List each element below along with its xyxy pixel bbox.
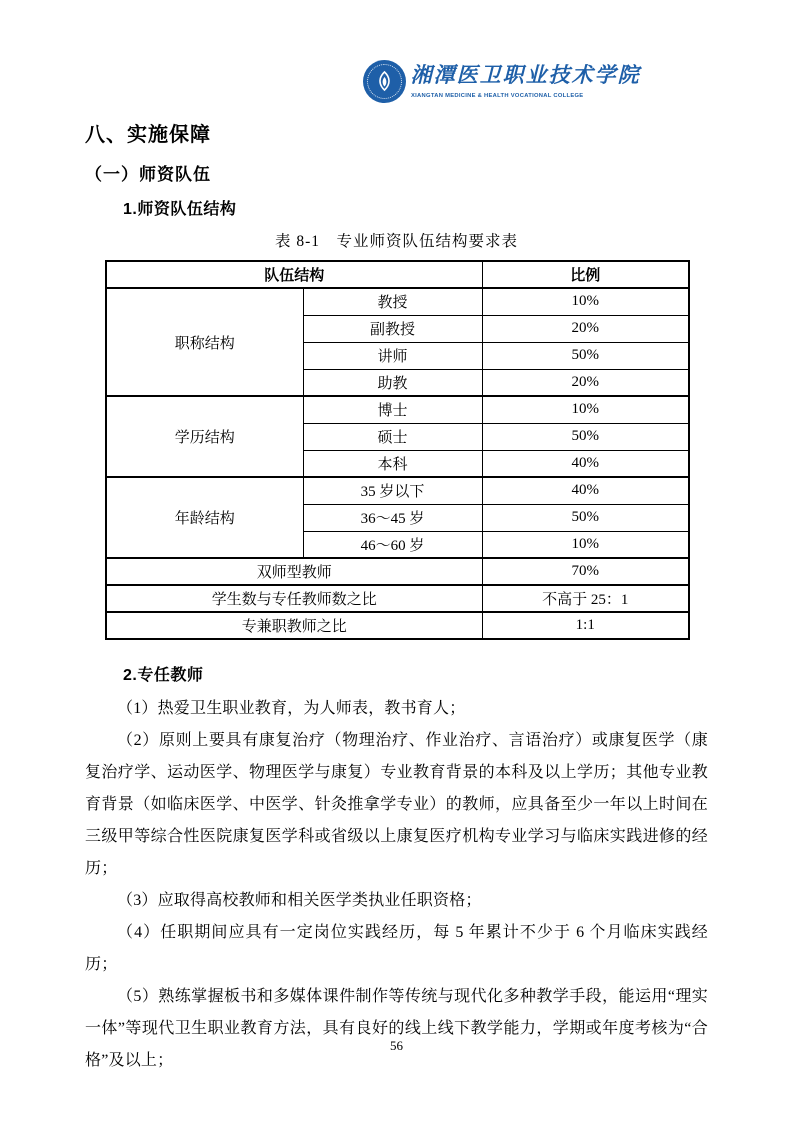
table-cell: 20% <box>482 315 689 342</box>
college-name-en: XIANGTAN MEDICINE & HEALTH VOCATIONAL COLLEGE <box>410 92 584 99</box>
table-cell: 双师型教师 <box>106 558 482 585</box>
paragraph-2: （2）原则上要具有康复治疗（物理治疗、作业治疗、言语治疗）或康复医学（康复治疗学、运动医学、物理医学与康复）专业教育背景的本科及以上学历；其他专业教育背景（如临床医学、中医学、针灸推拿学专业）的教师，应具备至少一年以上时间在三级甲等综合性医院康复医学科或省级以上康复医疗机构专业学习与临床实践进修的经历； <box>85 732 708 877</box>
table-row <box>106 558 689 585</box>
body-text <box>85 693 708 1077</box>
college-logo <box>363 60 708 103</box>
table-cell: 50% <box>482 423 689 450</box>
table-cell: 50% <box>482 342 689 369</box>
table-row <box>106 585 689 612</box>
table-caption: 表 8-1 专业师资队伍结构要求表 <box>274 233 519 250</box>
table-header-row <box>106 261 689 288</box>
table-row <box>106 396 689 423</box>
table-cell: 1:1 <box>482 612 689 639</box>
table-row <box>106 477 689 504</box>
item-heading-1: 1.师资队伍结构 <box>123 201 237 218</box>
table-cell: 36～45 岁 <box>303 504 482 531</box>
table-cell: 本科 <box>303 450 482 477</box>
header-cell-structure: 队伍结构 <box>106 261 482 288</box>
table-cell: 不高于 25：1 <box>482 585 689 612</box>
table-cell: 10% <box>482 531 689 558</box>
college-name-zh: 湘潭医卫职业技术学院 <box>410 63 641 87</box>
group-label-cell: 职称结构 <box>106 288 303 396</box>
page-header <box>85 56 708 106</box>
group-label-cell: 年龄结构 <box>106 477 303 558</box>
table-cell: 专兼职教师之比 <box>106 612 482 639</box>
table-cell: 50% <box>482 504 689 531</box>
page-number: 56 <box>390 1038 403 1053</box>
faculty-structure-table <box>105 260 690 640</box>
group-label-cell: 学历结构 <box>106 396 303 477</box>
paragraph-5: （5）熟练掌握板书和多媒体课件制作等传统与现代化多种教学手段，能运用“理实一体”等现代卫生职业教育方法，具有良好的线上线下教学能力，学期或年度考核为“合格”及以上； <box>85 988 708 1069</box>
table-cell: 40% <box>482 450 689 477</box>
table-cell: 讲师 <box>303 342 482 369</box>
college-emblem-icon <box>363 60 406 103</box>
subsection-heading: （一）师资队伍 <box>85 165 211 184</box>
paragraph-1: （1）热爱卫生职业教育，为人师表，教书育人； <box>117 700 466 717</box>
table-cell: 硕士 <box>303 423 482 450</box>
item-heading-2: 2.专任教师 <box>123 667 204 684</box>
table-cell: 10% <box>482 288 689 315</box>
paragraph-4: （4）任职期间应具有一定岗位实践经历，每 5 年累计不少于 6 个月临床实践经历； <box>85 924 708 973</box>
college-name-block <box>411 65 708 97</box>
header-cell-ratio: 比例 <box>482 261 689 288</box>
table-row <box>106 288 689 315</box>
table-cell: 助教 <box>303 369 482 396</box>
section-heading: 八、实施保障 <box>85 124 211 146</box>
table-cell: 学生数与专任教师数之比 <box>106 585 482 612</box>
table-cell: 40% <box>482 477 689 504</box>
table-cell: 10% <box>482 396 689 423</box>
table-cell: 35 岁以下 <box>303 477 482 504</box>
table-row <box>106 612 689 639</box>
table-cell: 46～60 岁 <box>303 531 482 558</box>
table-cell: 20% <box>482 369 689 396</box>
table-cell: 博士 <box>303 396 482 423</box>
paragraph-3: （3）应取得高校教师和相关医学类执业任职资格； <box>117 892 482 909</box>
table-cell: 教授 <box>303 288 482 315</box>
table-cell: 70% <box>482 558 689 585</box>
table-cell: 副教授 <box>303 315 482 342</box>
